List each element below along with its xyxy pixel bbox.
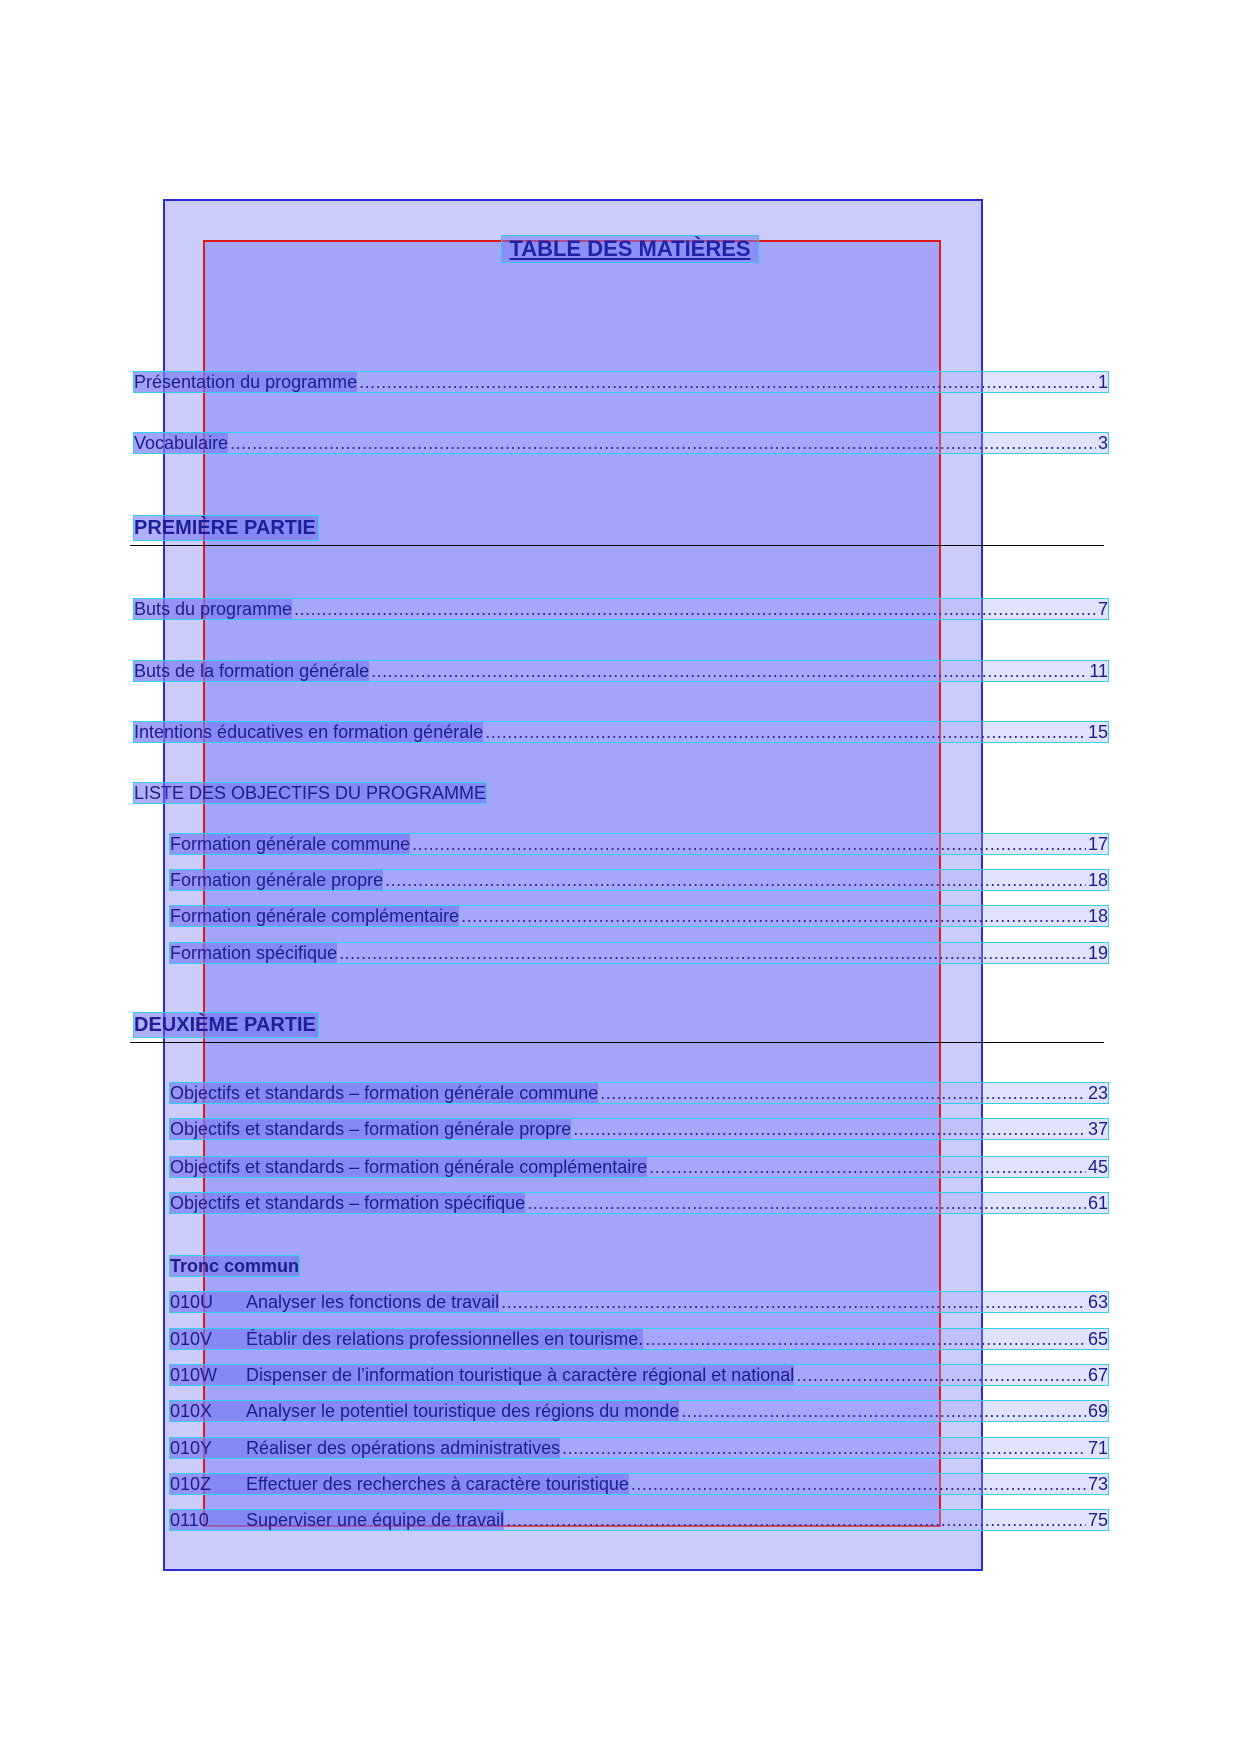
toc-entry-label: Objectifs et standards – formation générale complémentaire: [170, 1157, 648, 1177]
toc-entry[interactable]: [170, 1438, 1108, 1458]
toc-page-number: 37: [1087, 1119, 1108, 1139]
toc-leader-dots: [527, 1193, 1086, 1213]
toc-entry[interactable]: [170, 1083, 1108, 1103]
toc-entry-label: Effectuer des recherches à caractère touristique: [246, 1474, 629, 1494]
toc-entry-label: Établir des relations professionnelles en tourisme.: [246, 1329, 644, 1349]
toc-page-number: 17: [1087, 834, 1108, 854]
toc-entry[interactable]: [170, 1119, 1108, 1139]
toc-entry-label: Formation spécifique: [170, 943, 338, 963]
toc-entry[interactable]: [170, 1510, 1108, 1530]
toc-entry-label: Objectifs et standards – formation générale propre: [170, 1119, 572, 1139]
toc-page-number: 61: [1087, 1193, 1108, 1213]
toc-entry[interactable]: [134, 599, 1108, 619]
toc-entry-label: Buts de la formation générale: [134, 661, 370, 681]
competency-code: 010X: [170, 1401, 246, 1421]
toc-page-number: 19: [1087, 943, 1108, 963]
toc-entry[interactable]: [170, 906, 1108, 926]
competency-code: 0110: [170, 1510, 246, 1530]
toc-entry[interactable]: [170, 834, 1108, 854]
toc-leader-dots: [645, 1329, 1086, 1349]
toc-leader-dots: [339, 943, 1086, 963]
competency-code: 010W: [170, 1365, 246, 1385]
toc-entry[interactable]: [170, 943, 1108, 963]
toc-entry[interactable]: [170, 1329, 1108, 1349]
toc-page-number: 3: [1097, 433, 1108, 453]
toc-page-number: 18: [1087, 870, 1108, 890]
toc-entry-label: Dispenser de l’information touristique à caractère régional et national: [246, 1365, 795, 1385]
toc-entry[interactable]: [134, 433, 1108, 453]
toc-leader-dots: [412, 834, 1086, 854]
toc-page-number: 75: [1087, 1510, 1108, 1530]
toc-leader-dots: [600, 1083, 1086, 1103]
toc-page-number: 65: [1087, 1329, 1108, 1349]
toc-page-number: 71: [1087, 1438, 1108, 1458]
part-heading: PREMIÈRE PARTIE: [134, 517, 316, 539]
toc-entry[interactable]: [170, 870, 1108, 890]
section-divider: [130, 1042, 1104, 1043]
toc-entry-label: Réaliser des opérations administratives: [246, 1438, 561, 1458]
page-title: TABLE DES MATIÈRES: [502, 236, 758, 262]
competency-code: 010Z: [170, 1474, 246, 1494]
part-heading: DEUXIÈME PARTIE: [134, 1014, 316, 1036]
toc-page-number: 15: [1087, 722, 1108, 742]
toc-entry[interactable]: [170, 1193, 1108, 1213]
toc-leader-dots: [649, 1157, 1086, 1177]
toc-leader-dots: [230, 433, 1096, 453]
toc-entry[interactable]: [170, 1474, 1108, 1494]
toc-page-number: 11: [1089, 661, 1108, 681]
toc-entry-label: Formation générale commune: [170, 834, 411, 854]
toc-page-number: 18: [1087, 906, 1108, 926]
toc-entry-label: Intentions éducatives en formation générale: [134, 722, 484, 742]
toc-entry[interactable]: [170, 1157, 1108, 1177]
toc-entry[interactable]: [134, 372, 1108, 392]
competency-code: 010V: [170, 1329, 246, 1349]
toc-leader-dots: [796, 1365, 1086, 1385]
toc-entry[interactable]: [134, 722, 1108, 742]
toc-leader-dots: [506, 1510, 1086, 1530]
toc-leader-dots: [461, 906, 1086, 926]
toc-entry[interactable]: [134, 661, 1108, 681]
toc-entry-label: Formation générale propre: [170, 870, 384, 890]
toc-entry-label: Superviser une équipe de travail: [246, 1510, 505, 1530]
toc-leader-dots: [359, 372, 1096, 392]
section-divider: [130, 545, 1104, 546]
toc-page-number: 45: [1087, 1157, 1108, 1177]
toc-leader-dots: [681, 1401, 1086, 1421]
toc-entry-label: Présentation du programme: [134, 372, 358, 392]
toc-entry-label: Objectifs et standards – formation générale commune: [170, 1083, 599, 1103]
toc-entry-label: Analyser les fonctions de travail: [246, 1292, 500, 1312]
toc-page-number: 63: [1087, 1292, 1108, 1312]
toc-entry-label: Formation générale complémentaire: [170, 906, 460, 926]
toc-leader-dots: [385, 870, 1086, 890]
toc-page-number: 7: [1097, 599, 1108, 619]
competency-code: 010U: [170, 1292, 246, 1312]
toc-entry[interactable]: [170, 1401, 1108, 1421]
toc-entry[interactable]: [170, 1365, 1108, 1385]
toc-entry-label: Vocabulaire: [134, 433, 229, 453]
toc-entry-label: Analyser le potentiel touristique des régions du monde: [246, 1401, 680, 1421]
toc-leader-dots: [485, 722, 1086, 742]
toc-entry-label: Objectifs et standards – formation spécifique: [170, 1193, 526, 1213]
toc-entry[interactable]: [170, 1292, 1108, 1312]
toc-leader-dots: [573, 1119, 1086, 1139]
competency-code: 010Y: [170, 1438, 246, 1458]
toc-leader-dots: [371, 661, 1087, 681]
toc-leader-dots: [631, 1474, 1086, 1494]
toc-leader-dots: [294, 599, 1096, 619]
toc-page-number: 67: [1087, 1365, 1108, 1385]
toc-entry-label: Buts du programme: [134, 599, 293, 619]
toc-page-number: 1: [1097, 372, 1108, 392]
list-heading: LISTE DES OBJECTIFS DU PROGRAMME: [134, 783, 487, 803]
sub-heading: Tronc commun: [170, 1256, 300, 1276]
toc-leader-dots: [562, 1438, 1086, 1458]
toc-page-number: 73: [1087, 1474, 1108, 1494]
toc-page-number: 69: [1087, 1401, 1108, 1421]
toc-page-number: 23: [1087, 1083, 1108, 1103]
toc-leader-dots: [501, 1292, 1086, 1312]
